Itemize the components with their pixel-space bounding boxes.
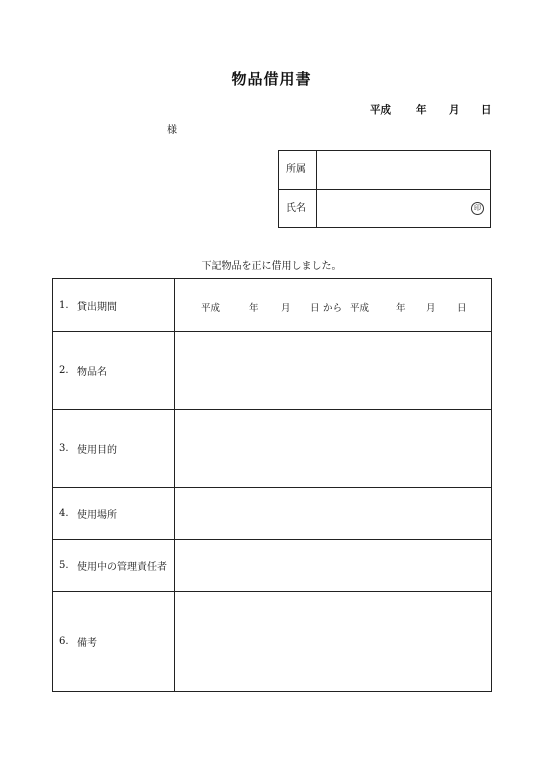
- date-month: 月: [449, 104, 460, 116]
- row-title: 備考: [77, 638, 97, 649]
- table-row: [53, 540, 491, 592]
- name-row: [279, 190, 490, 228]
- document-title: 物品借用書: [231, 70, 312, 88]
- row-title: 使用場所: [77, 510, 117, 521]
- issue-date: [370, 102, 500, 116]
- row-title: 物品名: [77, 367, 107, 378]
- period-from-day: 日: [310, 303, 320, 314]
- row-label: [53, 540, 175, 591]
- period-from-word: から: [323, 303, 343, 314]
- row-number: 3.: [59, 443, 69, 454]
- loan-period: [175, 279, 491, 331]
- period-to-day: 日: [457, 303, 467, 314]
- date-era: 平成: [370, 104, 391, 116]
- row-label: [53, 279, 175, 331]
- period-to-month: 月: [426, 303, 436, 314]
- row-number: 4.: [59, 508, 69, 519]
- period-to-year: 年: [396, 303, 406, 314]
- row-title: 使用目的: [77, 445, 117, 456]
- row-title: 貸出期間: [77, 301, 117, 313]
- row-title: 使用中の管理責任者: [77, 562, 167, 573]
- name-label: 氏名: [279, 190, 317, 228]
- period-from-month: 月: [281, 303, 291, 314]
- row-label: [53, 332, 175, 409]
- date-year: 年: [416, 104, 427, 116]
- period-from-year: 年: [249, 303, 259, 314]
- borrower-box: [278, 150, 491, 228]
- row-number: 6.: [59, 636, 69, 647]
- row-number: 5.: [59, 560, 69, 571]
- seal-icon: 印: [471, 202, 484, 215]
- items-table: [52, 278, 492, 692]
- period-from-era: 平成: [201, 303, 221, 314]
- date-day: 日: [481, 104, 492, 116]
- row-label: [53, 410, 175, 487]
- table-row: [53, 279, 491, 332]
- affiliation-row: [279, 151, 490, 190]
- row-label: [53, 488, 175, 539]
- statement: 下記物品を正に借用しました。: [201, 261, 342, 272]
- table-row: [53, 410, 491, 488]
- addressee-suffix: 様: [167, 125, 177, 136]
- row-number: 1.: [59, 299, 69, 311]
- table-row: [53, 592, 491, 691]
- row-label: [53, 592, 175, 691]
- table-row: [53, 332, 491, 410]
- table-row: [53, 488, 491, 540]
- row-number: 2.: [59, 365, 69, 376]
- affiliation-label: 所属: [279, 151, 317, 189]
- period-to-era: 平成: [350, 303, 370, 314]
